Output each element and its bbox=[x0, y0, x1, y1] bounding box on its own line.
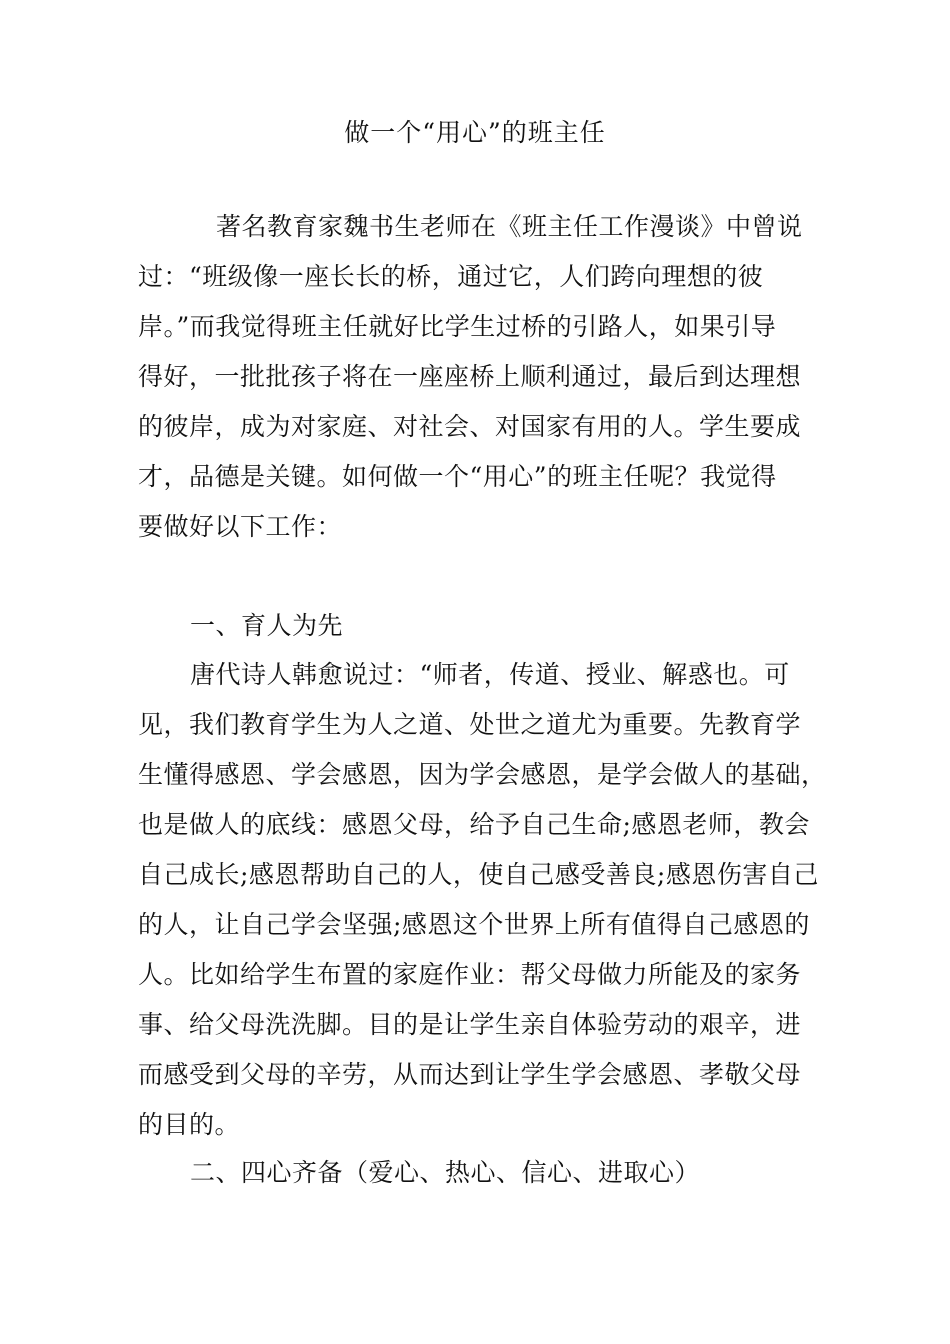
paragraph-line: 的人，让自己学会坚强;感恩这个世界上所有值得自己感恩的 bbox=[138, 910, 810, 939]
paragraph-line: 生懂得感恩、学会感恩，因为学会感恩，是学会做人的基础， bbox=[138, 760, 827, 789]
document-title: 做一个“用心”的班主任 bbox=[344, 118, 606, 147]
paragraph-line: 事、给父母洗洗脚。目的是让学生亲自体验劳动的艰辛，进 bbox=[138, 1010, 802, 1039]
paragraph-line: 才，品德是关键。如何做一个“用心”的班主任呢？我觉得 bbox=[138, 462, 777, 491]
paragraph-line: 的彼岸，成为对家庭、对社会、对国家有用的人。学生要成 bbox=[138, 412, 802, 441]
paragraph-line: 也是做人的底线：感恩父母，给予自己生命;感恩老师，教会 bbox=[138, 810, 810, 839]
paragraph-line: 人。比如给学生布置的家庭作业：帮父母做力所能及的家务 bbox=[138, 960, 802, 989]
paragraph-line: 过：“班级像一座长长的桥，通过它，人们跨向理想的彼 bbox=[138, 262, 764, 291]
paragraph-line: 的目的。 bbox=[138, 1110, 241, 1139]
paragraph-line: 要做好以下工作： bbox=[138, 512, 343, 541]
section-heading: 二、四心齐备（爱心、热心、信心、进取心） bbox=[190, 1158, 701, 1187]
paragraph-line: 唐代诗人韩愈说过：“师者，传道、授业、解惑也。可 bbox=[190, 660, 790, 689]
paragraph-line: 得好，一批批孩子将在一座座桥上顺利通过，最后到达理想 bbox=[138, 362, 802, 391]
paragraph-line: 著名教育家魏书生老师在《班主任工作漫谈》中曾说 bbox=[216, 212, 803, 241]
paragraph-line: 岸。”而我觉得班主任就好比学生过桥的引路人，如果引导 bbox=[138, 312, 777, 341]
paragraph-line: 而感受到父母的辛劳，从而达到让学生学会感恩、孝敬父母 bbox=[138, 1060, 802, 1089]
paragraph-line: 见，我们教育学生为人之道、处世之道尤为重要。先教育学 bbox=[138, 710, 802, 739]
section-heading: 一、育人为先 bbox=[190, 611, 344, 640]
paragraph-line: 自己成长;感恩帮助自己的人，使自己感受善良;感恩伤害自己 bbox=[138, 860, 819, 889]
